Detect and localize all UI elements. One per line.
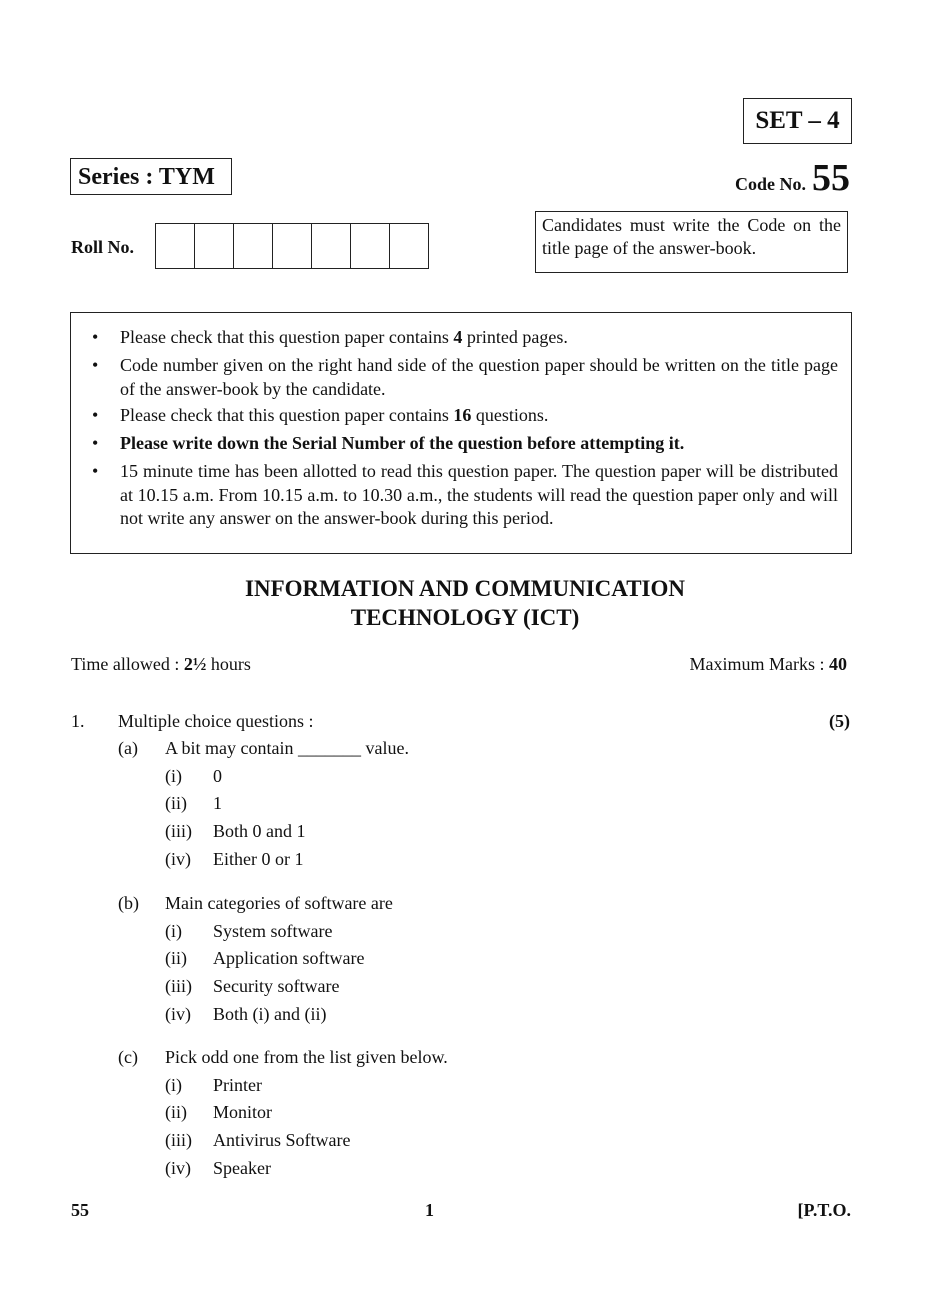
- instruction-item: [120, 404, 838, 428]
- instruction-text: questions.: [471, 405, 549, 425]
- time-allowed: [71, 654, 251, 675]
- option-text: Both (i) and (ii): [213, 1003, 327, 1024]
- paper-title-line1: INFORMATION AND COMMUNICATION: [245, 576, 685, 601]
- bullet-icon: •: [92, 327, 99, 347]
- option-label: (ii): [165, 1102, 187, 1123]
- option-text: 1: [213, 793, 222, 814]
- option-label: (iv): [165, 848, 191, 869]
- option-text: System software: [213, 920, 333, 941]
- option-text: Antivirus Software: [213, 1130, 351, 1151]
- code-number: [735, 156, 850, 200]
- instruction-bold-text: 16: [453, 405, 472, 425]
- instruction-text: 15 minute time has been allotted to read this question paper. The question paper will be distributed at 10.15 a.m. From 10.15 a.m. to 10.30 a.m., the students will read the question paper only and will not write any answer on the answer-book during this period.: [120, 461, 838, 528]
- option-label: (ii): [165, 793, 187, 814]
- option-label: (i): [165, 1074, 182, 1095]
- bullet-icon: •: [92, 433, 99, 453]
- series-label: Series : TYM: [70, 158, 232, 195]
- instruction-text: Code number given on the right hand side of the question paper should be written on the title page of the answer-book by the candidate.: [120, 355, 838, 399]
- option-label: (iv): [165, 1157, 191, 1178]
- paper-title-line2: TECHNOLOGY (ICT): [350, 605, 580, 630]
- question-marks: (5): [829, 711, 850, 731]
- part-text: Main categories of software are: [165, 893, 393, 913]
- marks-label: Maximum Marks :: [689, 654, 829, 674]
- question-number: 1.: [71, 711, 85, 731]
- instruction-bold-text: Please write down the Serial Number of the question before attempting it.: [120, 433, 685, 453]
- time-unit: hours: [206, 654, 251, 674]
- code-value: 55: [812, 157, 850, 199]
- roll-number-cell[interactable]: [390, 224, 429, 268]
- bullet-icon: •: [92, 461, 99, 481]
- roll-number-cell[interactable]: [195, 224, 234, 268]
- instruction-item: [120, 326, 838, 350]
- roll-number-label: Roll No.: [71, 237, 134, 257]
- time-label: Time allowed :: [71, 654, 184, 674]
- maximum-marks: [690, 654, 848, 675]
- instruction-item: [120, 354, 838, 401]
- part-text: A bit may contain _______ value.: [165, 738, 409, 758]
- instructions-box: [70, 312, 852, 554]
- option-text: Printer: [213, 1074, 262, 1095]
- roll-number-cell[interactable]: [273, 224, 312, 268]
- instruction-item: [120, 432, 838, 456]
- candidate-note: Candidates must write the Code on the title page of the answer-book.: [535, 211, 848, 273]
- time-value: 2½: [183, 654, 207, 674]
- option-text: Speaker: [213, 1157, 271, 1178]
- part-text: Pick odd one from the list given below.: [165, 1047, 448, 1067]
- part-label: (a): [118, 738, 138, 758]
- option-label: (iii): [165, 1130, 192, 1151]
- instruction-text: Please check that this question paper contains: [120, 405, 454, 425]
- option-label: (i): [165, 765, 182, 786]
- roll-number-cell[interactable]: [351, 224, 390, 268]
- option-label: (iii): [165, 976, 192, 997]
- option-text: Both 0 and 1: [213, 821, 306, 842]
- roll-number-cell[interactable]: [312, 224, 351, 268]
- marks-value: 40: [829, 654, 847, 674]
- option-label: (ii): [165, 948, 187, 969]
- option-label: (i): [165, 920, 182, 941]
- instruction-item: [120, 460, 838, 531]
- option-text: Monitor: [213, 1102, 273, 1123]
- bullet-icon: •: [92, 355, 99, 375]
- option-text: Either 0 or 1: [213, 848, 304, 869]
- option-text: Security software: [213, 976, 340, 997]
- question-text: Multiple choice questions :: [118, 711, 314, 731]
- roll-number-cell[interactable]: [234, 224, 273, 268]
- footer-pto: [P.T.O.: [797, 1200, 851, 1220]
- bullet-icon: •: [92, 405, 99, 425]
- code-label: Code No.: [735, 174, 806, 194]
- option-label: (iii): [165, 821, 192, 842]
- roll-number-cell[interactable]: [156, 224, 195, 268]
- instruction-text: Please check that this question paper contains: [120, 327, 454, 347]
- part-label: (c): [118, 1047, 138, 1067]
- set-label: SET – 4: [743, 98, 852, 144]
- footer-code: 55: [71, 1200, 89, 1220]
- footer-page-number: 1: [425, 1200, 434, 1220]
- option-text: 0: [213, 765, 222, 786]
- option-text: Application software: [213, 948, 365, 969]
- option-label: (iv): [165, 1003, 191, 1024]
- part-label: (b): [118, 893, 139, 913]
- roll-number-boxes[interactable]: [155, 223, 429, 269]
- instruction-text: printed pages.: [462, 327, 568, 347]
- instruction-bold-text: 4: [453, 327, 463, 347]
